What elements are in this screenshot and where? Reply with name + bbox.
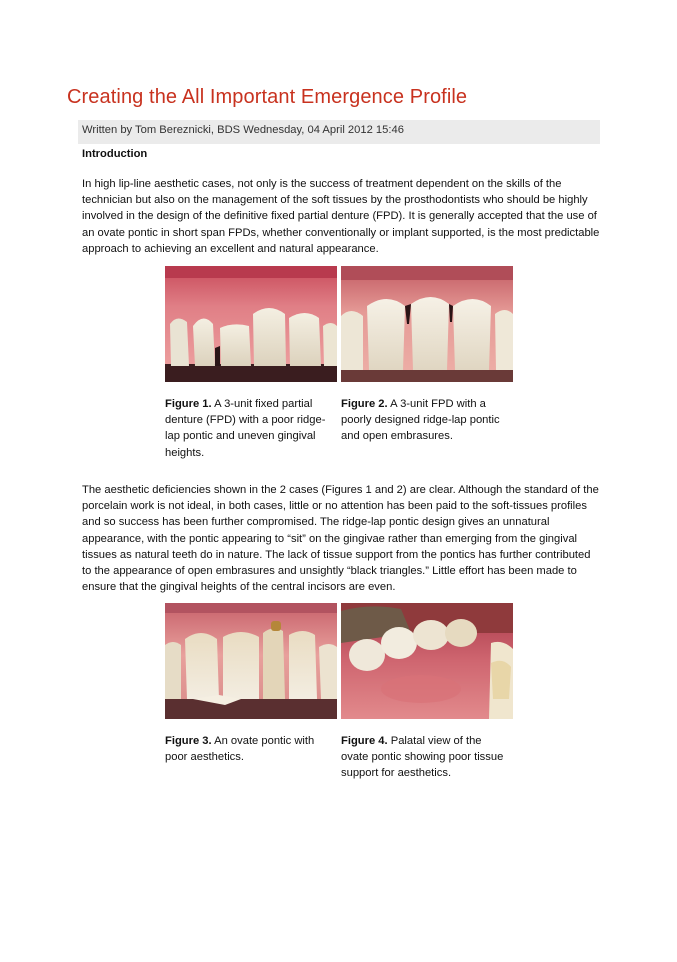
figure-2-label: Figure 2. bbox=[341, 398, 388, 410]
figure-1-caption bbox=[165, 396, 333, 461]
figure-1-text: A 3-unit fixed partial denture (FPD) with a poor ridge-lap pontic and uneven gingival heights. bbox=[165, 398, 326, 459]
article-title: Creating the All Important Emergence Profile bbox=[67, 86, 468, 108]
figure-4-label: Figure 4. bbox=[341, 735, 388, 747]
intro-paragraph: In high lip-line aesthetic cases, not only is the success of treatment dependent on the skills of the technician but also on the management of the soft tissues by the prosthodontists who should be highly involved in the design of the definitive fixed partial denture (FPD). It is generally accepted that the use of an ovate pontic in short span FPDs, whether conventionally or implant supported, is the most predictable approach to achieving an excellent and natural appearance. bbox=[82, 178, 600, 255]
deficiencies-paragraph: The aesthetic deficiencies shown in the 2 cases (Figures 1 and 2) are clear. Although the standard of the porcelain work is not ideal, in both cases, little or no attention has been paid to the soft-tissues profiles and so success has been further compromised. The ridge-lap pontic design gives an unnatural appearance, with the pontic appearing to “sit” on the gingivae rather than emerging from the gingival tissues as natural teeth do in nature. The lack of tissue support from the pontics has further contributed to the appearance of open embrasures and unsightly “black triangles.” Little effort has been made to ensure that the gingival heights of the central incisors are even. bbox=[82, 484, 599, 594]
figure-3-label: Figure 3. bbox=[165, 735, 212, 747]
figure-2-caption bbox=[341, 396, 509, 445]
figure-1-photo bbox=[165, 266, 337, 382]
figure-3-text: An ovate pontic with poor aesthetics. bbox=[165, 735, 315, 764]
figure-3-photo bbox=[165, 603, 337, 719]
byline: Written by Tom Bereznicki, BDS Wednesday, 04 April 2012 15:46 bbox=[78, 120, 600, 144]
figure-4-photo bbox=[341, 603, 513, 719]
figure-4-caption bbox=[341, 733, 509, 782]
figure-2-photo bbox=[341, 266, 513, 382]
figure-3-caption bbox=[165, 733, 333, 765]
section-heading: Introduction bbox=[82, 148, 148, 160]
figure-1-label: Figure 1. bbox=[165, 398, 212, 410]
figure-4-text: Palatal view of the ovate pontic showing poor tissue support for aesthetics. bbox=[341, 735, 504, 780]
figure-2-text: A 3-unit FPD with a poorly designed ridge-lap pontic and open embrasures. bbox=[341, 398, 500, 443]
